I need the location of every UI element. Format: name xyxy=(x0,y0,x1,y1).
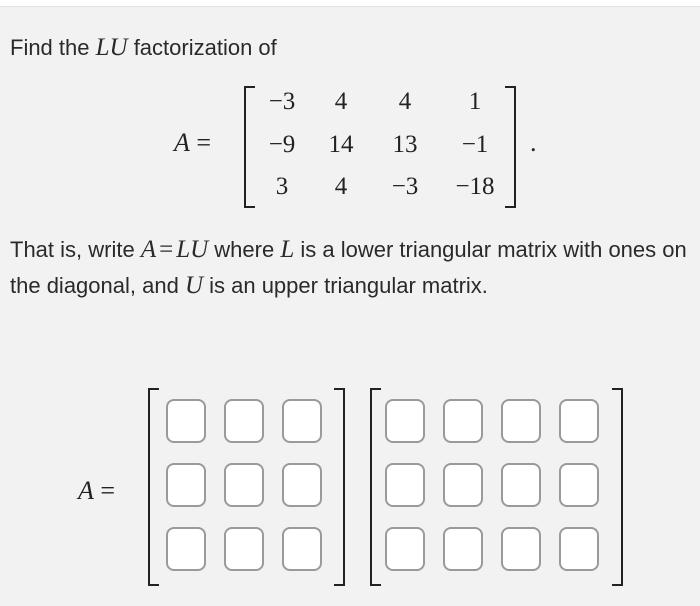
matrix-a-period: . xyxy=(530,128,537,157)
math-LU: LU xyxy=(95,34,128,61)
u-matrix-input-box[interactable] xyxy=(385,463,425,507)
u-matrix-input-box[interactable] xyxy=(559,399,599,443)
matrix-a-label: A = xyxy=(174,128,212,157)
l-matrix-input-box[interactable] xyxy=(224,399,264,443)
l-matrix-input-box[interactable] xyxy=(166,463,206,507)
u-matrix-input-box[interactable] xyxy=(385,399,425,443)
question-title: Find the LU factorization of xyxy=(10,34,277,61)
l-matrix-input-box[interactable] xyxy=(282,463,322,507)
l-matrix-right-bracket xyxy=(334,388,345,586)
u-matrix-input-box[interactable] xyxy=(443,463,483,507)
l-matrix-input-box[interactable] xyxy=(166,399,206,443)
matrix-a-left-bracket xyxy=(244,86,255,208)
question-description: That is, write A = LU where L is a lower triangular matrix with ones on the diagonal, and U is an upper triangular matrix. xyxy=(10,236,687,299)
u-matrix-left-bracket xyxy=(370,388,381,586)
l-matrix-input-box[interactable] xyxy=(224,527,264,571)
top-divider xyxy=(0,0,700,7)
l-matrix-input-box[interactable] xyxy=(166,527,206,571)
l-matrix-input-box[interactable] xyxy=(282,527,322,571)
answer-a-label: A = xyxy=(78,476,116,505)
l-matrix-left-bracket xyxy=(148,388,159,586)
l-matrix-input-box[interactable] xyxy=(282,399,322,443)
u-matrix-input-box[interactable] xyxy=(385,527,425,571)
u-matrix-right-bracket xyxy=(612,388,623,586)
l-matrix-input-box[interactable] xyxy=(224,463,264,507)
u-matrix-input-box[interactable] xyxy=(443,399,483,443)
u-matrix-input-box[interactable] xyxy=(501,399,541,443)
u-matrix-input-box[interactable] xyxy=(559,463,599,507)
matrix-a-right-bracket xyxy=(505,86,516,208)
u-matrix-input-box[interactable] xyxy=(501,463,541,507)
u-matrix-input-box[interactable] xyxy=(501,527,541,571)
u-matrix-input-box[interactable] xyxy=(559,527,599,571)
u-matrix-input-box[interactable] xyxy=(443,527,483,571)
